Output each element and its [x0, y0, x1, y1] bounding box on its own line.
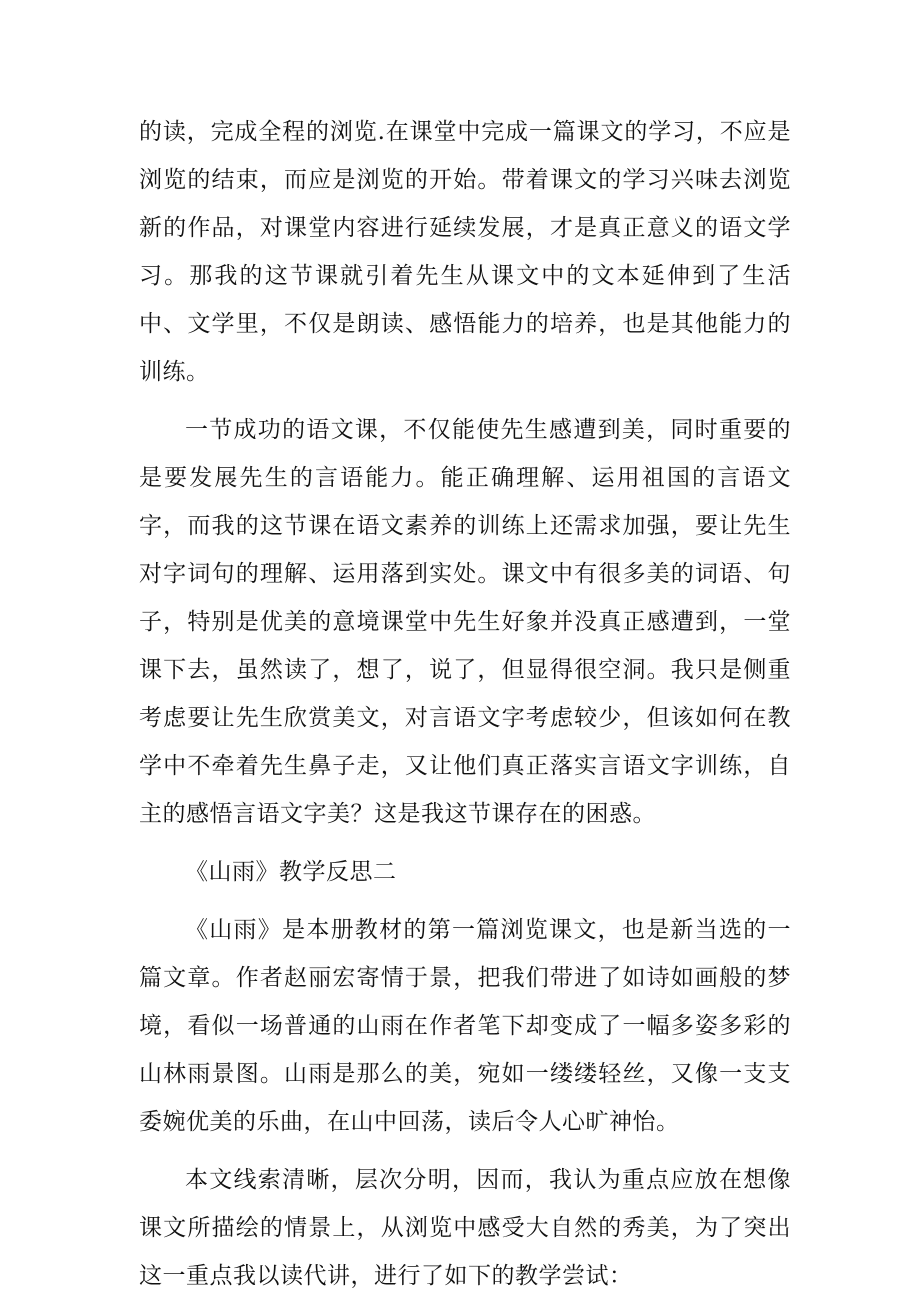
paragraph-continuation: 的读，完成全程的浏览.在课堂中完成一篇课文的学习，不应是浏览的结束，而应是浏览的开始。带着课文的学习兴味去浏览新的作品，对课堂内容进行延续发展，才是真正意义的语文学习。那我的这节课就引着先生从课文中的文本延伸到了生活中、文学里，不仅是朗读、感悟能力的培养，也是其他能力的训练。 — [139, 119, 791, 385]
section-heading: 《山雨》教学反思二 — [185, 859, 397, 885]
paragraph-shanyu-intro: 《山雨》是本册教材的第一篇浏览课文，也是新当选的一篇文章。作者赵丽宏寄情于景，把我们带进了如诗如画般的梦境，看似一场普通的山雨在作者笔下却变成了一幅多姿多彩的山林雨景图。山雨是那么的美，宛如一缕缕轻丝，又像一支支委婉优美的乐曲，在山中回荡，读后令人心旷神怡。 — [139, 917, 791, 1135]
document-body — [139, 108, 791, 1310]
paragraph-teaching-approach: 本文线索清晰，层次分明，因而，我认为重点应放在想像课文所描绘的情景上，从浏览中感受大自然的秀美，为了突出这一重点我以读代讲，进行了如下的教学尝试： — [139, 1167, 791, 1289]
paragraph-language-ability: 一节成功的语文课，不仅能使先生感遭到美，同时重要的是要发展先生的言语能力。能正确理解、运用祖国的言语文字，而我的这节课在语文素养的训练上还需求加强，要让先生对字词句的理解、运用落到实处。课文中有很多美的词语、句子，特别是优美的意境课堂中先生好象并没真正感遭到，一堂课下去，虽然读了，想了，说了，但显得很空洞。我只是侧重考虑要让先生欣赏美文，对言语文字考虑较少，但该如何在教学中不牵着先生鼻子走，又让他们真正落实言语文字训练，自主的感悟言语文字美？这是我这节课存在的困惑。 — [139, 417, 791, 827]
